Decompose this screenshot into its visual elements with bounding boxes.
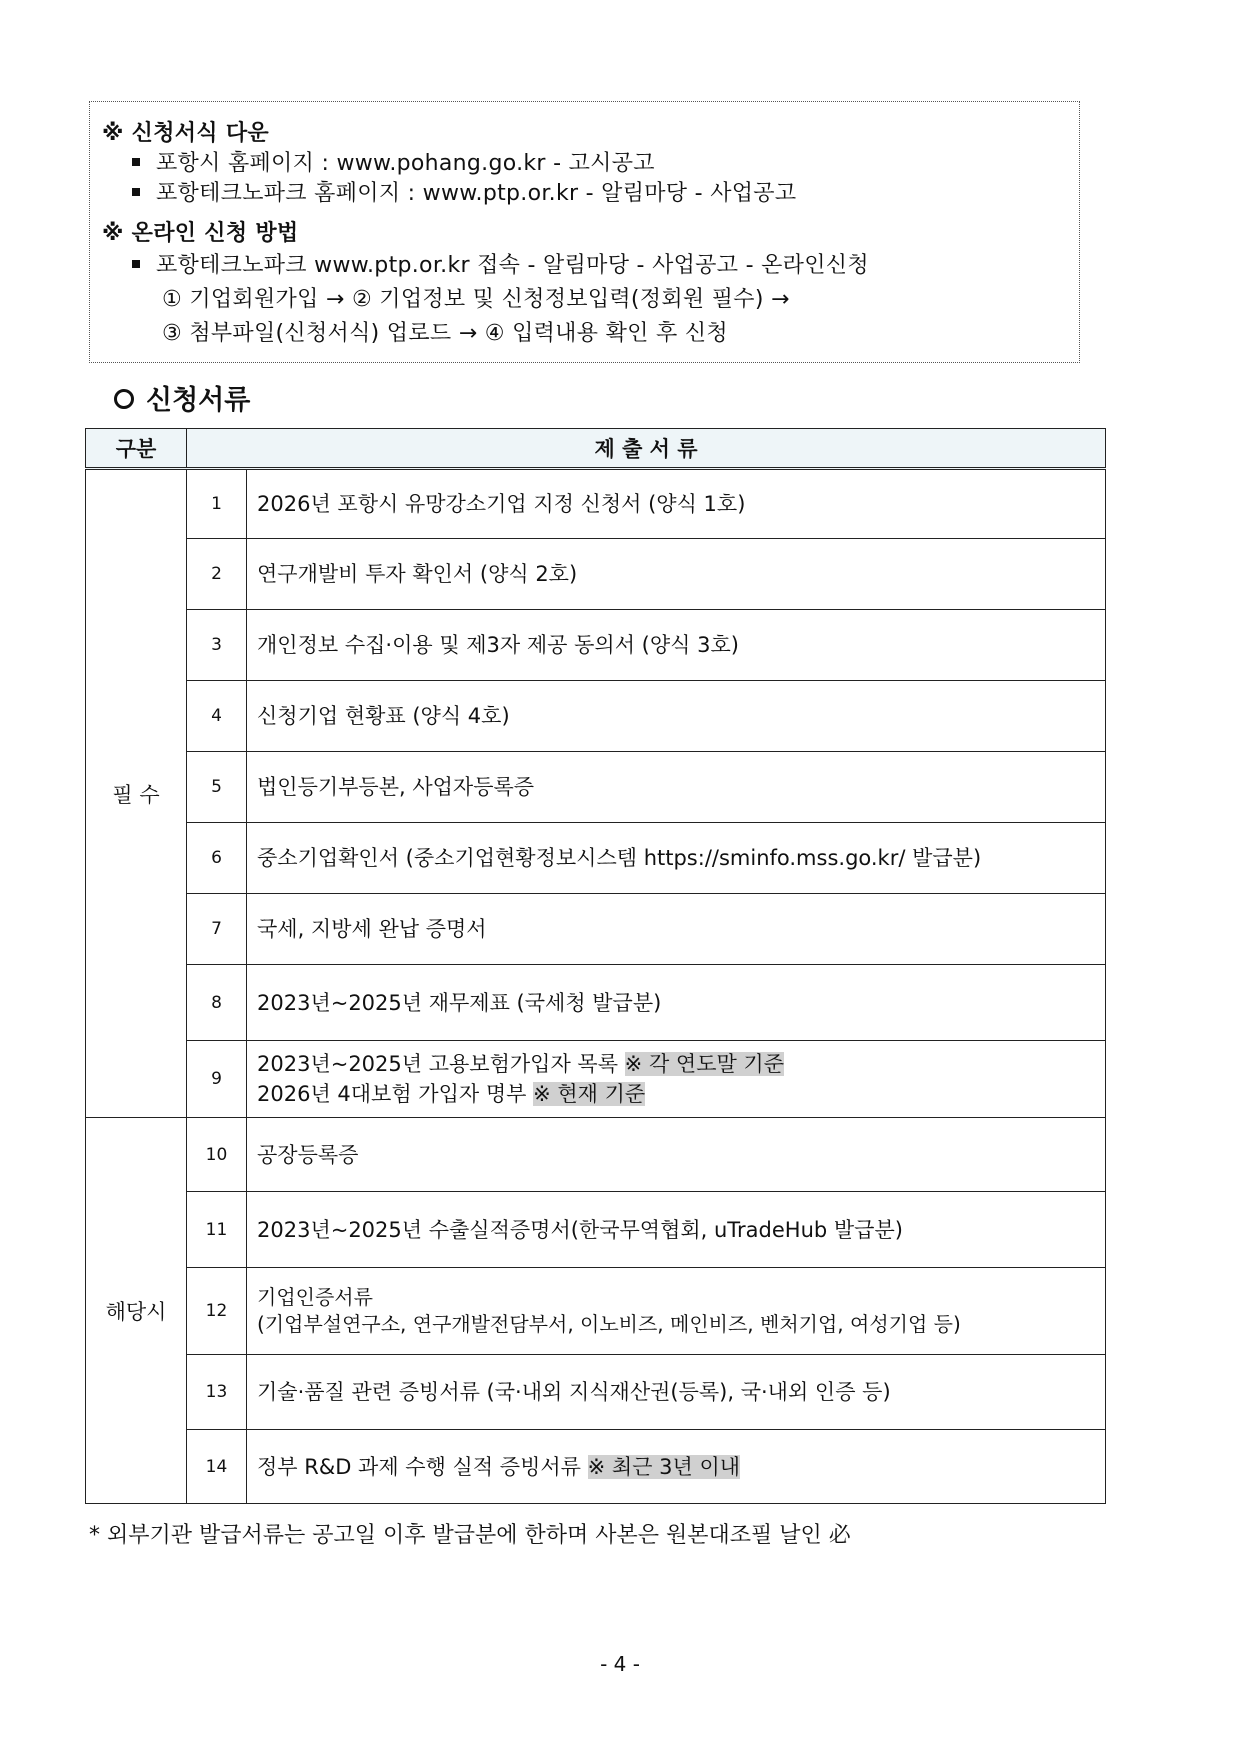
online-heading: ※ 온라인 신청 방법 (102, 221, 299, 246)
table-row (86, 539, 1106, 610)
document-line (257, 1079, 1105, 1109)
row-number: 11 (187, 1192, 247, 1268)
row-number: 6 (187, 823, 247, 894)
table-row (86, 610, 1106, 681)
row-number: 2 (187, 539, 247, 610)
table-row (86, 681, 1106, 752)
table-row (86, 1118, 1106, 1192)
download-heading: ※ 신청서식 다운 (102, 121, 269, 146)
online-step-1: ① 기업회원가입 → ② 기업정보 및 신청정보입력(정회원 필수) → (162, 287, 790, 312)
category-required: 필 수 (86, 469, 187, 1118)
document-name: 공장등록증 (247, 1118, 1106, 1192)
row-number: 4 (187, 681, 247, 752)
document-name: 개인정보 수집·이용 및 제3자 제공 동의서 (양식 3호) (247, 610, 1106, 681)
table-row (86, 752, 1106, 823)
table-row (86, 1192, 1106, 1268)
category-if-applicable: 해당시 (86, 1118, 187, 1504)
document-name: 기술·품질 관련 증빙서류 (국·내외 지식재산권(등록), 국·내외 인증 등) (247, 1355, 1106, 1430)
section-title-text: 신청서류 (146, 385, 251, 416)
download-item-text: 포항테크노파크 홈페이지 : www.ptp.or.kr - 알림마당 - 사업공고 (156, 181, 797, 206)
document-line-text: 2023년~2025년 고용보험가입자 목록 (257, 1052, 618, 1076)
table-row (86, 1041, 1106, 1118)
header-documents: 제 출 서 류 (187, 429, 1106, 469)
document-name: 신청기업 현황표 (양식 4호) (247, 681, 1106, 752)
highlight-note: ※ 현재 기준 (533, 1082, 646, 1106)
online-item (132, 248, 869, 279)
page-number: - 4 - (600, 1652, 640, 1676)
download-item (132, 146, 655, 177)
circle-bullet-icon (114, 389, 134, 409)
table-row (86, 965, 1106, 1041)
row-number: 3 (187, 610, 247, 681)
table-row (86, 1268, 1106, 1355)
document-name: 국세, 지방세 완납 증명서 (247, 894, 1106, 965)
application-info-box (89, 101, 1080, 363)
document-line: (기업부설연구소, 연구개발전담부서, 이노비즈, 메인비즈, 벤처기업, 여성기업 등) (257, 1312, 961, 1336)
row-number: 10 (187, 1118, 247, 1192)
document-line: 기업인증서류 (257, 1285, 373, 1309)
row-number: 8 (187, 965, 247, 1041)
highlight-note: ※ 최근 3년 이내 (587, 1454, 741, 1479)
row-number: 13 (187, 1355, 247, 1430)
document-name (247, 1041, 1106, 1118)
bullet-square-icon (132, 158, 140, 166)
header-category: 구분 (86, 429, 187, 469)
download-item (132, 176, 796, 207)
section-title (114, 378, 250, 417)
footnote: * 외부기관 발급서류는 공고일 이후 발급분에 한하며 사본은 원본대조필 날인 必 (89, 1523, 851, 1548)
row-number: 5 (187, 752, 247, 823)
document-line-text: 2026년 4대보험 가입자 명부 (257, 1082, 527, 1106)
online-item-text: 포항테크노파크 www.ptp.or.kr 접속 - 알림마당 - 사업공고 - 온라인신청 (156, 253, 869, 278)
row-number: 7 (187, 894, 247, 965)
document-name (247, 1430, 1106, 1504)
bullet-square-icon (132, 188, 140, 196)
row-number: 12 (187, 1268, 247, 1355)
document-name: 2023년~2025년 재무제표 (국세청 발급분) (247, 965, 1106, 1041)
online-step-2: ③ 첨부파일(신청서식) 업로드 → ④ 입력내용 확인 후 신청 (162, 321, 728, 346)
table-row (86, 469, 1106, 539)
table-row (86, 1430, 1106, 1504)
document-line-text: 정부 R&D 과제 수행 실적 증빙서류 (257, 1454, 581, 1479)
document-name: 중소기업확인서 (중소기업현황정보시스템 https://sminfo.mss.go.kr/ 발급분) (247, 823, 1106, 894)
document-name (247, 1268, 1106, 1355)
bullet-square-icon (132, 260, 140, 268)
table-row (86, 894, 1106, 965)
download-item-text: 포항시 홈페이지 : www.pohang.go.kr - 고시공고 (156, 151, 655, 176)
table-header-row (86, 429, 1106, 469)
row-number: 9 (187, 1041, 247, 1118)
highlight-note: ※ 각 연도말 기준 (624, 1052, 785, 1076)
table-row (86, 823, 1106, 894)
row-number: 14 (187, 1430, 247, 1504)
document-name: 연구개발비 투자 확인서 (양식 2호) (247, 539, 1106, 610)
document-name: 2026년 포항시 유망강소기업 지정 신청서 (양식 1호) (247, 469, 1106, 539)
document-name: 법인등기부등본, 사업자등록증 (247, 752, 1106, 823)
documents-table (85, 428, 1106, 1504)
row-number: 1 (187, 469, 247, 539)
document-line (257, 1049, 1105, 1079)
table-row (86, 1355, 1106, 1430)
document-name: 2023년~2025년 수출실적증명서(한국무역협회, uTradeHub 발급분) (247, 1192, 1106, 1268)
